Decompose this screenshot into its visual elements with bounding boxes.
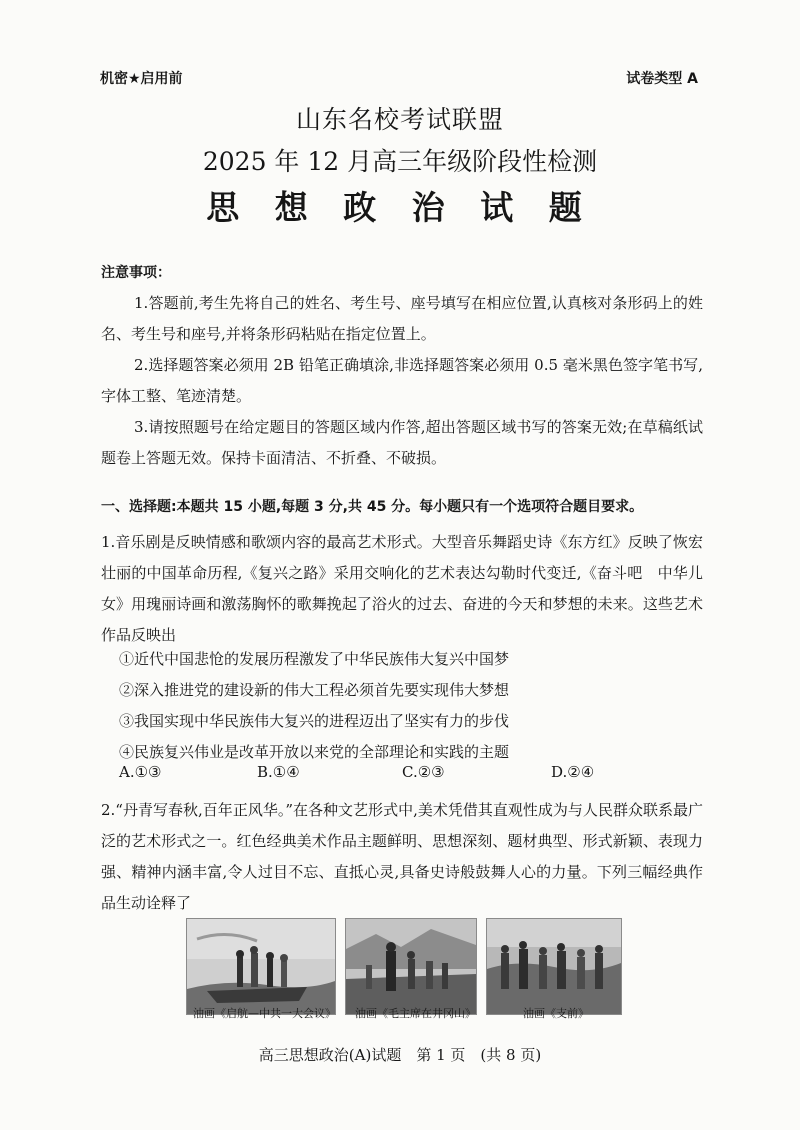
question-1-statement-2: ②深入推进党的建设新的伟大工程必须首先要实现伟大梦想	[119, 681, 510, 699]
paper-type-label: 试卷类型 A	[626, 71, 698, 87]
question-1-choices	[119, 763, 699, 791]
caption-launch: 油画《启航—中共一大会议》	[193, 1007, 336, 1020]
question-1-stem: 1.音乐剧是反映情感和歌颂内容的最高艺术形式。大型音乐舞蹈史诗《东方红》反映了恢宏壮丽的中国革命历程,《复兴之路》采用交响化的艺术表达勾勒时代变迁,《奋斗吧 中华儿女》用瑰丽诗画和激荡胸怀的歌舞挽起了浴火的过去、奋进的今天和梦想的未来。这些艺术作品反映出	[101, 533, 703, 644]
question-2-stem: 2.“丹青写春秋,百年正风华。”在各种文艺形式中,美术凭借其直观性成为与人民群众联系最广泛的艺术形式之一。红色经典美术作品主题鲜明、思想深刻、题材典型、形式新颖、表现力强、精神内涵丰富,令人过目不忘、直抵心灵,具备史诗般鼓舞人心的力量。下列三幅经典作品生动诠释了	[101, 801, 703, 912]
painting-support-front-graphic	[487, 919, 621, 1014]
caption-jinggangshan: 油画《毛主席在井冈山》	[355, 1007, 476, 1020]
painting-jinggangshan-image	[345, 918, 477, 1015]
question-1-statement-3: ③我国实现中华民族伟大复兴的进程迈出了坚实有力的步伐	[119, 712, 510, 730]
choice-a: A.①③	[119, 763, 162, 781]
caption-support-front: 油画《支前》	[523, 1007, 589, 1020]
choice-d: D.②④	[551, 763, 595, 781]
painting-launch-image	[186, 918, 336, 1015]
notice-item-2: 2.选择题答案必须用 2B 铅笔正确填涂,非选择题答案必须用 0.5 毫米黑色签字笔书写,字体工整、笔迹清楚。	[101, 356, 703, 405]
question-1-statement-1: ①近代中国悲怆的发展历程激发了中华民族伟大复兴中国梦	[119, 650, 510, 668]
organization-title: 山东名校考试联盟	[295, 105, 504, 134]
notice-item-3: 3.请按照题号在给定题目的答题区域内作答,超出答题区域书写的答案无效;在草稿纸试题卷上答题无效。保持卡面清洁、不折叠、不破损。	[101, 418, 703, 467]
subject-title: 思 想 政 治 试 题	[206, 188, 594, 227]
choice-c: C.②③	[402, 763, 445, 781]
exam-title: 2025 年 12 月高三年级阶段性检测	[202, 147, 598, 176]
notice-heading: 注意事项：	[101, 265, 171, 281]
painting-jinggangshan-graphic	[346, 919, 476, 1014]
painting-support-front-image	[486, 918, 622, 1015]
confidential-label: 机密★启用前	[100, 71, 183, 87]
painting-launch-graphic	[187, 919, 335, 1014]
notice-item-1: 1.答题前,考生先将自己的姓名、考生号、座号填写在相应位置,认真核对条形码上的姓名、考生号和座号,并将条形码粘贴在指定位置上。	[101, 294, 703, 343]
section-heading: 一、选择题:本题共 15 小题,每题 3 分,共 45 分。每小题只有一个选项符合题目要求。	[101, 499, 644, 515]
choice-b: B.①④	[257, 763, 300, 781]
question-1-statement-4: ④民族复兴伟业是改革开放以来党的全部理论和实践的主题	[119, 743, 510, 761]
page-footer: 高三思想政治(A)试题 第 1 页 (共 8 页)	[258, 1046, 542, 1064]
